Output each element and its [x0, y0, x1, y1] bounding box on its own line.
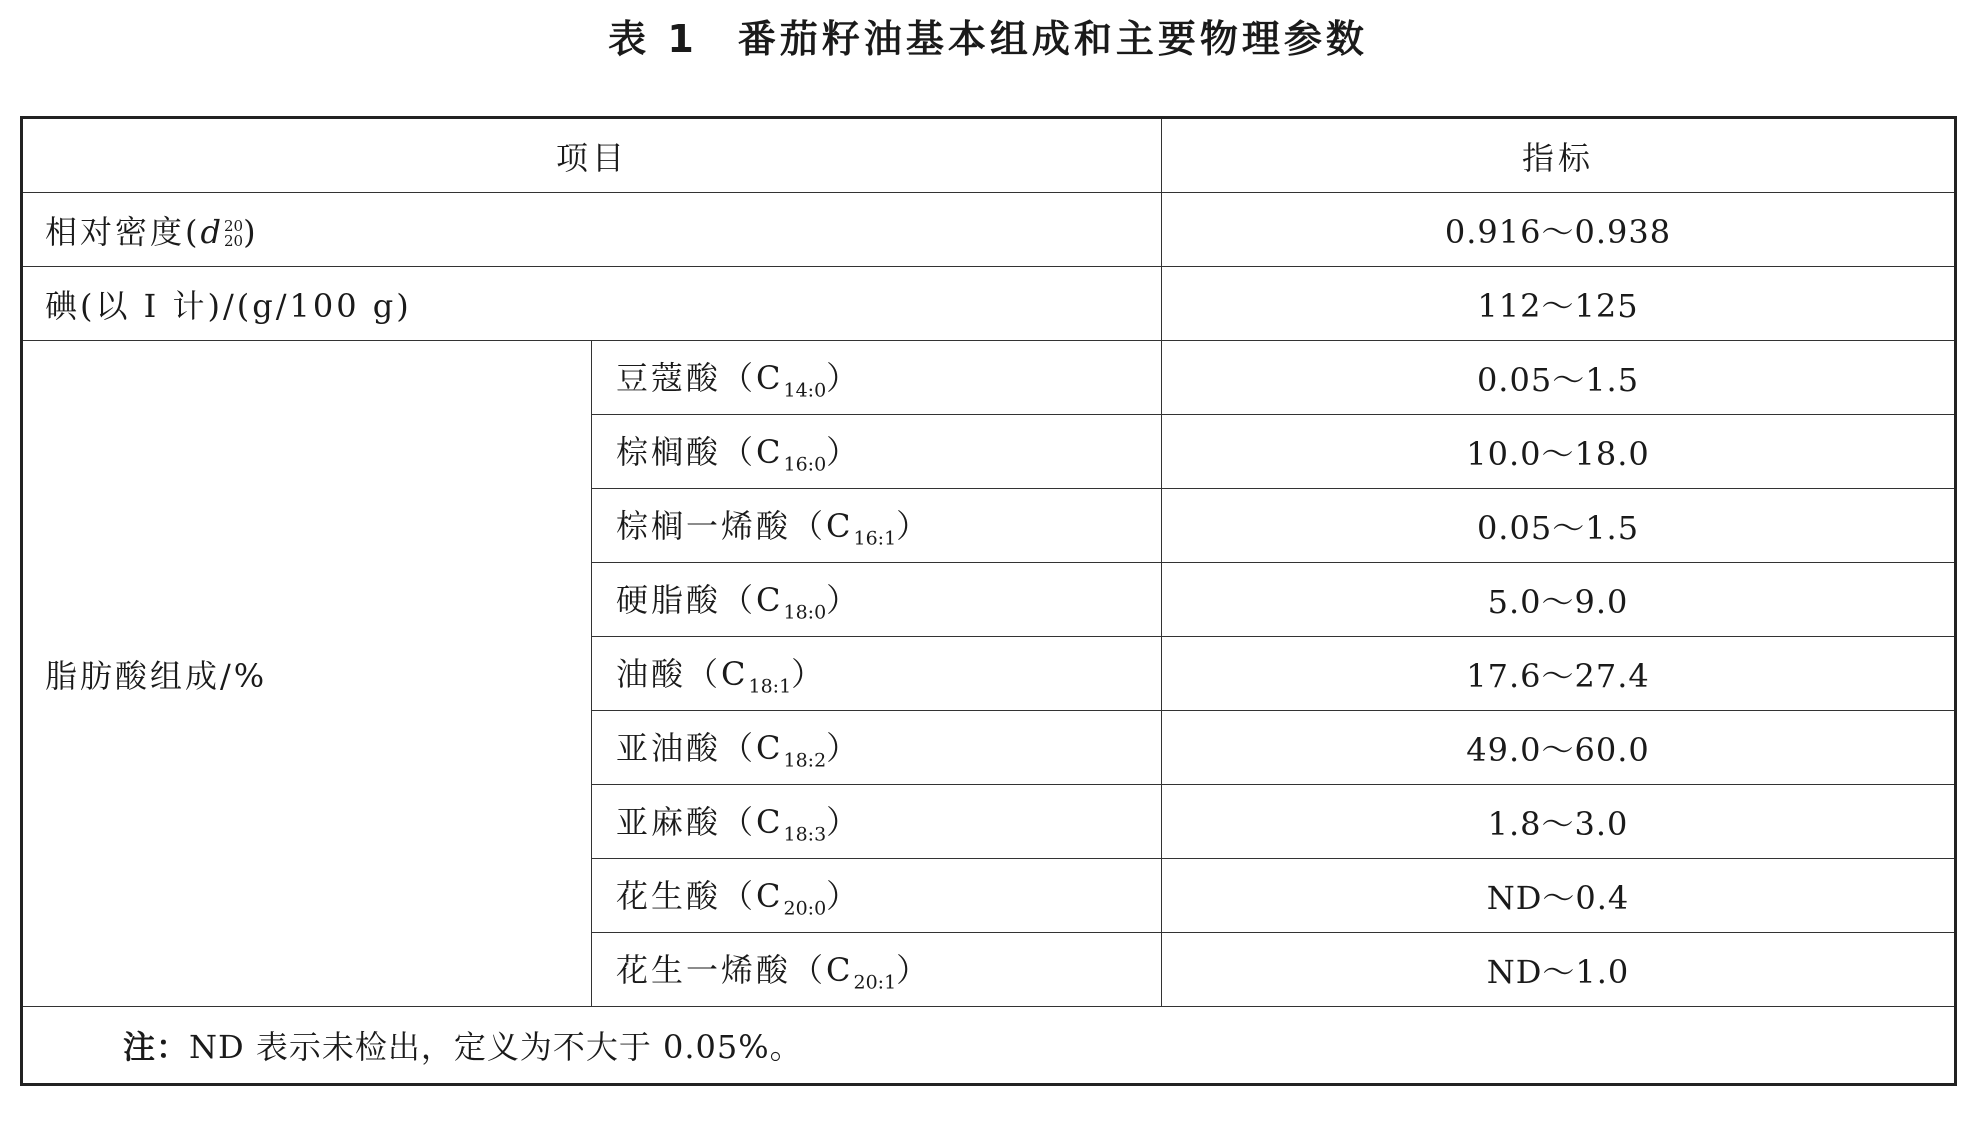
- fa-formula: 18:0: [783, 601, 827, 624]
- header-row: [22, 118, 1956, 193]
- note-text: ND 表示未检出，定义为不大于 0.05%。: [189, 1028, 803, 1066]
- fatty-acid-name: [592, 341, 1162, 415]
- fa-formula: 20:0: [783, 897, 827, 920]
- header-indicator: 指标: [1162, 118, 1956, 193]
- fa-name-text: 花生一烯酸（C: [616, 951, 854, 990]
- fa-name-text: 亚油酸（C: [616, 729, 784, 768]
- density-sub: 20: [223, 232, 244, 250]
- table-row: [22, 267, 1956, 341]
- table-row: [22, 341, 1956, 415]
- fa-close: ）: [826, 877, 862, 916]
- density-label-text: 相对密度(: [45, 212, 201, 251]
- table-row: [22, 193, 1956, 267]
- fatty-acid-name: [592, 933, 1162, 1007]
- fa-name-text: 豆蔻酸（C: [616, 359, 784, 398]
- fatty-acid-name: [592, 785, 1162, 859]
- iodine-label: 碘(以 I 计)/(g/100 g): [22, 267, 1162, 341]
- fa-formula: 18:2: [783, 749, 827, 772]
- fatty-acid-value: ND～0.4: [1162, 859, 1956, 933]
- fatty-acid-value: 5.0～9.0: [1162, 563, 1956, 637]
- fa-formula: 18:3: [783, 823, 827, 846]
- fa-close: ）: [896, 507, 932, 546]
- fa-name-text: 硬脂酸（C: [616, 581, 784, 620]
- fatty-acid-value: 0.05～1.5: [1162, 341, 1956, 415]
- fatty-acid-value: 1.8～3.0: [1162, 785, 1956, 859]
- spec-table: [20, 116, 1957, 1086]
- fa-close: ）: [826, 433, 862, 472]
- fa-formula: 16:0: [783, 453, 827, 476]
- fatty-acid-name: [592, 637, 1162, 711]
- fa-formula: 14:0: [783, 379, 827, 402]
- density-label: [22, 193, 1162, 267]
- fa-close: ）: [826, 803, 862, 842]
- table-title: [0, 14, 1976, 64]
- fa-close: ）: [791, 655, 827, 694]
- fatty-acid-name: [592, 415, 1162, 489]
- fa-formula: 18:1: [748, 675, 792, 698]
- fa-close: ）: [896, 951, 932, 990]
- fa-name-text: 油酸（C: [616, 655, 749, 694]
- fatty-acid-value: 10.0～18.0: [1162, 415, 1956, 489]
- fatty-acid-name: [592, 859, 1162, 933]
- fa-close: ）: [826, 729, 862, 768]
- fa-name-text: 棕榈一烯酸（C: [616, 507, 854, 546]
- fa-formula: 16:1: [853, 527, 897, 550]
- density-sup: 20: [223, 217, 244, 235]
- fatty-acid-value: 17.6～27.4: [1162, 637, 1956, 711]
- table-title-text: 番茄籽油基本组成和主要物理参数: [737, 17, 1368, 61]
- header-item: 项目: [22, 118, 1162, 193]
- fatty-acid-name: [592, 563, 1162, 637]
- density-var: d: [200, 212, 224, 251]
- fa-close: ）: [826, 581, 862, 620]
- note-row: [22, 1007, 1956, 1085]
- fa-name-text: 花生酸（C: [616, 877, 784, 916]
- fatty-acid-value: 0.05～1.5: [1162, 489, 1956, 563]
- fa-formula: 20:1: [853, 971, 897, 994]
- fa-close: ）: [826, 359, 862, 398]
- note-label: 注：: [123, 1028, 190, 1066]
- fa-name-text: 亚麻酸（C: [616, 803, 784, 842]
- fatty-acid-name: [592, 489, 1162, 563]
- fatty-acid-value: 49.0～60.0: [1162, 711, 1956, 785]
- density-ratio: [224, 219, 243, 249]
- table-note: [22, 1007, 1956, 1085]
- fatty-acid-value: ND～1.0: [1162, 933, 1956, 1007]
- table-number: 表 1: [608, 17, 698, 61]
- fatty-acid-category: 脂肪酸组成/%: [22, 341, 592, 1007]
- fatty-acid-name: [592, 711, 1162, 785]
- iodine-value: 112～125: [1162, 267, 1956, 341]
- density-value: 0.916～0.938: [1162, 193, 1956, 267]
- density-label-close: ): [243, 212, 259, 251]
- fa-name-text: 棕榈酸（C: [616, 433, 784, 472]
